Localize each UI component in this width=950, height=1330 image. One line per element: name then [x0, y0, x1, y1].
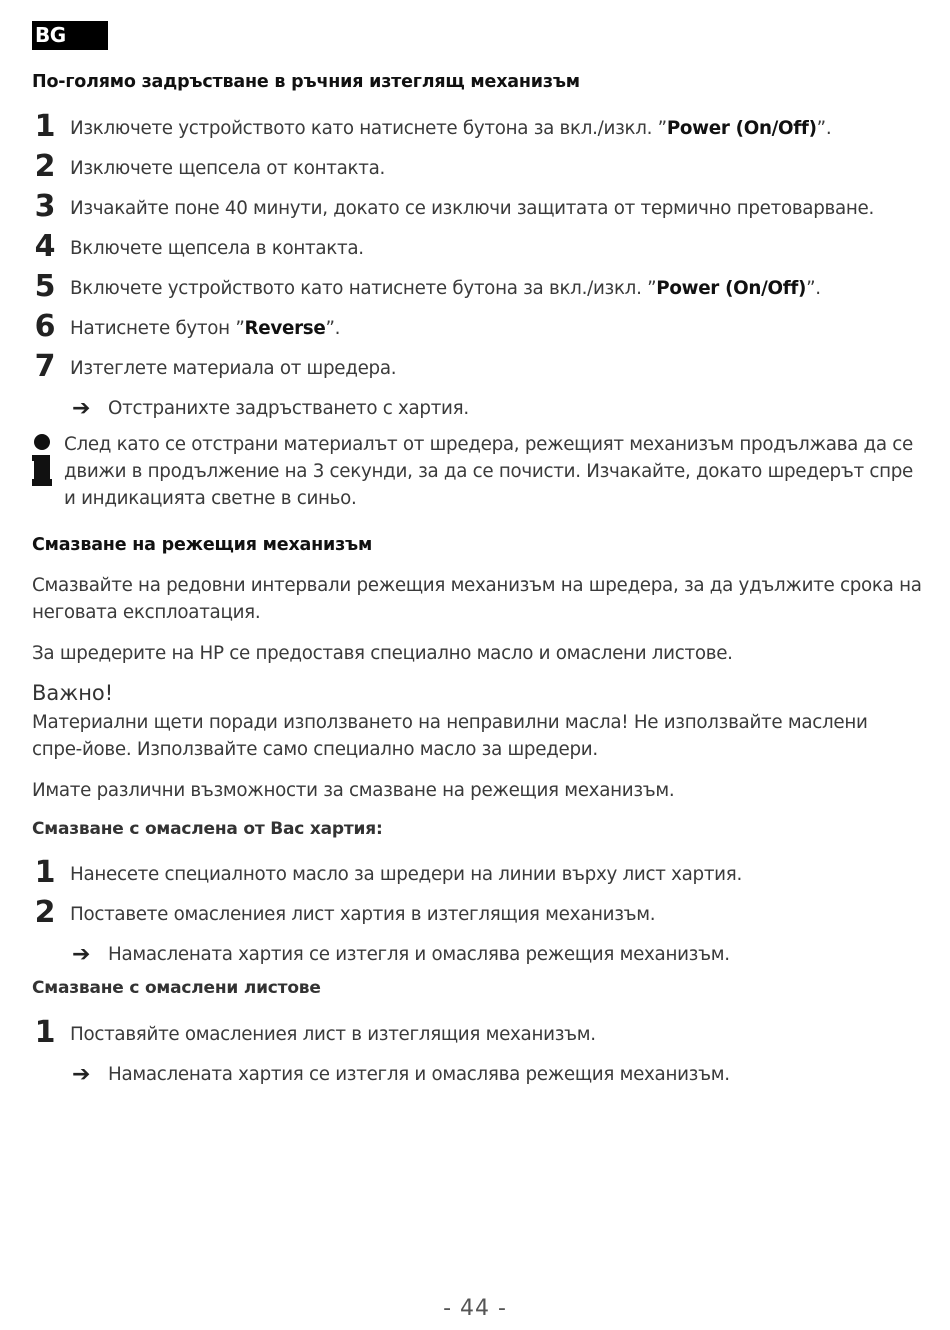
section-title-lubrication: Смазване на режещия механизъм	[32, 535, 373, 555]
important-heading: Важно!	[32, 681, 114, 705]
important-text: Материални щети поради използването на неправилни масла! Не използвайте маслени спре-йове. Използвайте само специално масло за шредери.	[32, 712, 868, 760]
step-number: 7	[34, 349, 56, 384]
step-text: Включете щепсела в контакта.	[70, 238, 364, 259]
step-text: Нанесете специалното масло за шредери на линии върху лист хартия.	[70, 864, 742, 885]
step-number: 3	[34, 189, 56, 224]
subsection-title-oiled-sheets: Смазване с омаслени листове	[32, 978, 321, 998]
step-number: 2	[34, 895, 56, 930]
paragraph: Имате различни възможности за смазване на режещия механизъм.	[32, 780, 675, 801]
step-number: 6	[34, 309, 56, 344]
step-text: Изтеглете материала от шредера.	[70, 358, 397, 379]
paragraph: За шредерите на HP се предоставя специално масло и омаслени листове.	[32, 643, 733, 664]
step-text: Изключете устройството като натиснете бутона за вкл./изкл. ”Power (On/Off)”.	[70, 118, 832, 139]
step-text: Поставяйте омаслениея лист в изтеглящия механизъм.	[70, 1024, 596, 1045]
info-note: След като се отстрани материалът от шредера, режещият механизъм продължава да се движи в продължение на 3 секунди, за да се почисти. Изчакайте, докато шредерът спре и индикацията светне в синьо.	[64, 434, 913, 509]
arrow-right-icon: ➔	[72, 942, 91, 967]
section-title-jam: По-голямо задръстване в ръчния изтеглящ механизъм	[32, 72, 580, 92]
manual-page: BG По-голямо задръстване в ръчния изтеглящ механизъм 1 Изключете устройството като натиснете бутона за вкл./изкл. ”Power (On/Off)”. 2 Изключете щепсела от контакта. 3 Изчакайте поне 40 минути, докато се изключи защитата от термично претоварване. 4 Включете щепсела в контакта. 5 Включете устройството като натиснете бутона за вкл./изкл. ”Power (On/Off)”. 6 Натиснете бутон ”Reverse”. 7 Изтеглете материала от шредера. ➔ Отстранихте задръстването с хартия. След като се отстрани материалът от шредера, режещият механизъм продължава да се движи в продължение на 3 секунди, за да се почисти. Изчакайте, докато шредерът спре и индикацията светне в синьо. Смазване на режещия механизъм Смазвайте на редовни интервали режещия механизъм на шредера, за да удължите срока на неговата експлоатация. За шредерите на HP се предоставя специално масло и омаслени листове. Важно! Материални щети поради използването на неправилни масла! Не използвайте маслени спре-йове. Използвайте само специално масло за шредери. Имате различни възможности за смазване на режещия механизъм. Смазване с омаслена от Вас хартия: 1 Нанесете специалното масло за шредери на линии върху лист хартия. 2 Поставете омаслениея лист хартия в изтеглящия механизъм. ➔ Намаслената хартия се изтегля и омаслява режещия механизъм. Смазване с омаслени листове 1 Поставяйте омаслениея лист в изтеглящия механизъм. ➔ Намаслената хартия се изтегля и омаслява режещия механизъм. - 44 -	[0, 0, 950, 1330]
step-number: 2	[34, 149, 56, 184]
arrow-right-icon: ➔	[72, 1062, 91, 1087]
step-text: Натиснете бутон ”Reverse”.	[70, 318, 341, 339]
step-number: 4	[34, 229, 56, 264]
info-icon	[32, 434, 52, 486]
step-text: Изключете щепсела от контакта.	[70, 158, 386, 179]
arrow-right-icon: ➔	[72, 396, 91, 421]
page-number: - 44 -	[443, 1296, 507, 1321]
step-text: Включете устройството като натиснете бутона за вкл./изкл. ”Power (On/Off)”.	[70, 278, 821, 299]
step-number: 5	[34, 269, 56, 304]
paragraph: Смазвайте на редовни интервали режещия механизъм на шредера, за да удължите срока на неговата експлоатация.	[32, 575, 922, 623]
step-number: 1	[34, 1015, 56, 1050]
step-number: 1	[34, 855, 56, 890]
step-text: Изчакайте поне 40 минути, докато се изключи защитата от термично претоварване.	[70, 198, 874, 219]
language-badge: BG	[32, 21, 108, 50]
step-number: 1	[34, 109, 56, 144]
subsection-title-own-paper: Смазване с омаслена от Вас хартия:	[32, 819, 383, 839]
step-text: Поставете омаслениея лист хартия в изтеглящия механизъм.	[70, 904, 656, 925]
